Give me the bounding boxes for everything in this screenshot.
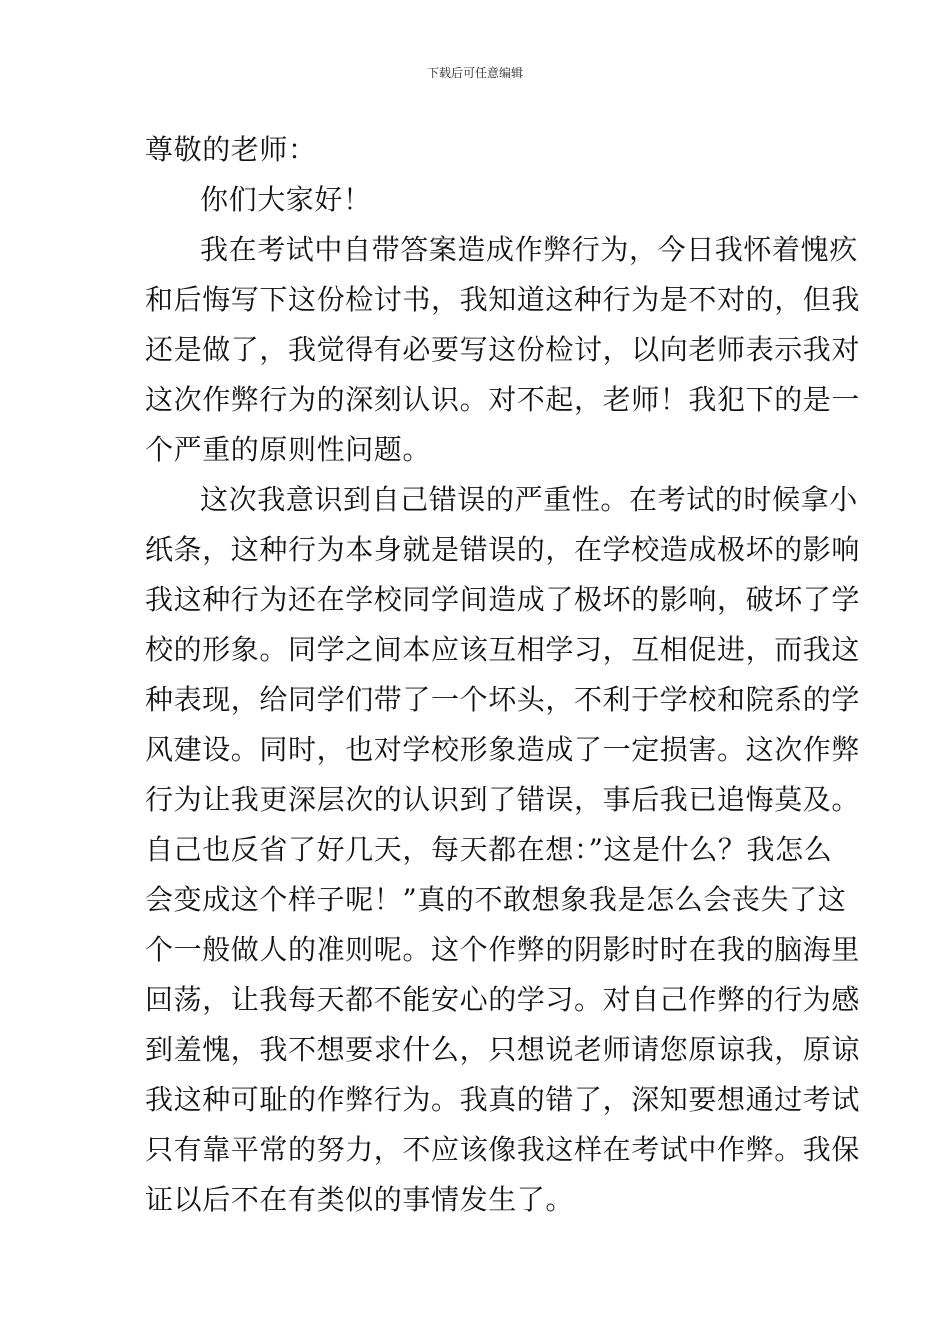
- paragraph-2-line-7: 行为让我更深层次的认识到了错误，事后我已追悔莫及。: [145, 783, 861, 816]
- paragraph-2-line-9: 会变成这个样子呢！”真的不敢想象我是怎么会丧失了这: [145, 883, 847, 916]
- paragraph-2-line-3: 我这种行为还在学校同学间造成了极坏的影响，破坏了学: [145, 583, 861, 616]
- page-header: 下载后可任意编辑: [426, 66, 523, 80]
- paragraph-1-line-5: 个严重的原则性问题。: [145, 433, 432, 466]
- paragraph-2-line-14: 只有靠平常的努力，不应该像我这样在考试中作弊。我保: [145, 1133, 861, 1166]
- paragraph-1-line-4: 这次作弊行为的深刻认识。对不起，老师！我犯下的是一: [145, 383, 861, 416]
- paragraph-1-line-2: 和后悔写下这份检讨书，我知道这种行为是不对的，但我: [145, 283, 861, 316]
- paragraph-2-line-13: 我这种可耻的作弊行为。我真的错了，深知要想通过考试: [145, 1083, 861, 1116]
- paragraph-2-line-12: 到羞愧，我不想要求什么，只想说老师请您原谅我，原谅: [145, 1033, 861, 1066]
- paragraph-2-line-15: 证以后不在有类似的事情发生了。: [145, 1183, 575, 1216]
- paragraph-2-line-6: 风建设。同时，也对学校形象造成了一定损害。这次作弊: [145, 733, 861, 766]
- paragraph-2-line-10: 个一般做人的准则呢。这个作弊的阴影时时在我的脑海里: [145, 933, 861, 966]
- paragraph-1-line-3: 还是做了，我觉得有必要写这份检讨，以向老师表示我对: [145, 333, 861, 366]
- greeting: 你们大家好！: [200, 183, 372, 216]
- paragraph-2-line-5: 种表现，给同学们带了一个坏头，不利于学校和院系的学: [145, 683, 861, 716]
- paragraph-1-line-1: 我在考试中自带答案造成作弊行为，今日我怀着愧疚: [200, 233, 858, 266]
- paragraph-2-line-1: 这次我意识到自己错误的严重性。在考试的时候拿小: [200, 483, 858, 516]
- paragraph-2-line-4: 校的形象。同学之间本应该互相学习，互相促进，而我这: [145, 633, 861, 666]
- paragraph-2-line-11: 回荡，让我每天都不能安心的学习。对自己作弊的行为感: [145, 983, 861, 1016]
- salutation: 尊敬的老师：: [145, 133, 317, 166]
- paragraph-2-line-2: 纸条，这种行为本身就是错误的，在学校造成极坏的影响: [145, 533, 861, 566]
- paragraph-2-line-8: 自己也反省了好几天，每天都在想：”这是什么？我怎么: [145, 833, 833, 866]
